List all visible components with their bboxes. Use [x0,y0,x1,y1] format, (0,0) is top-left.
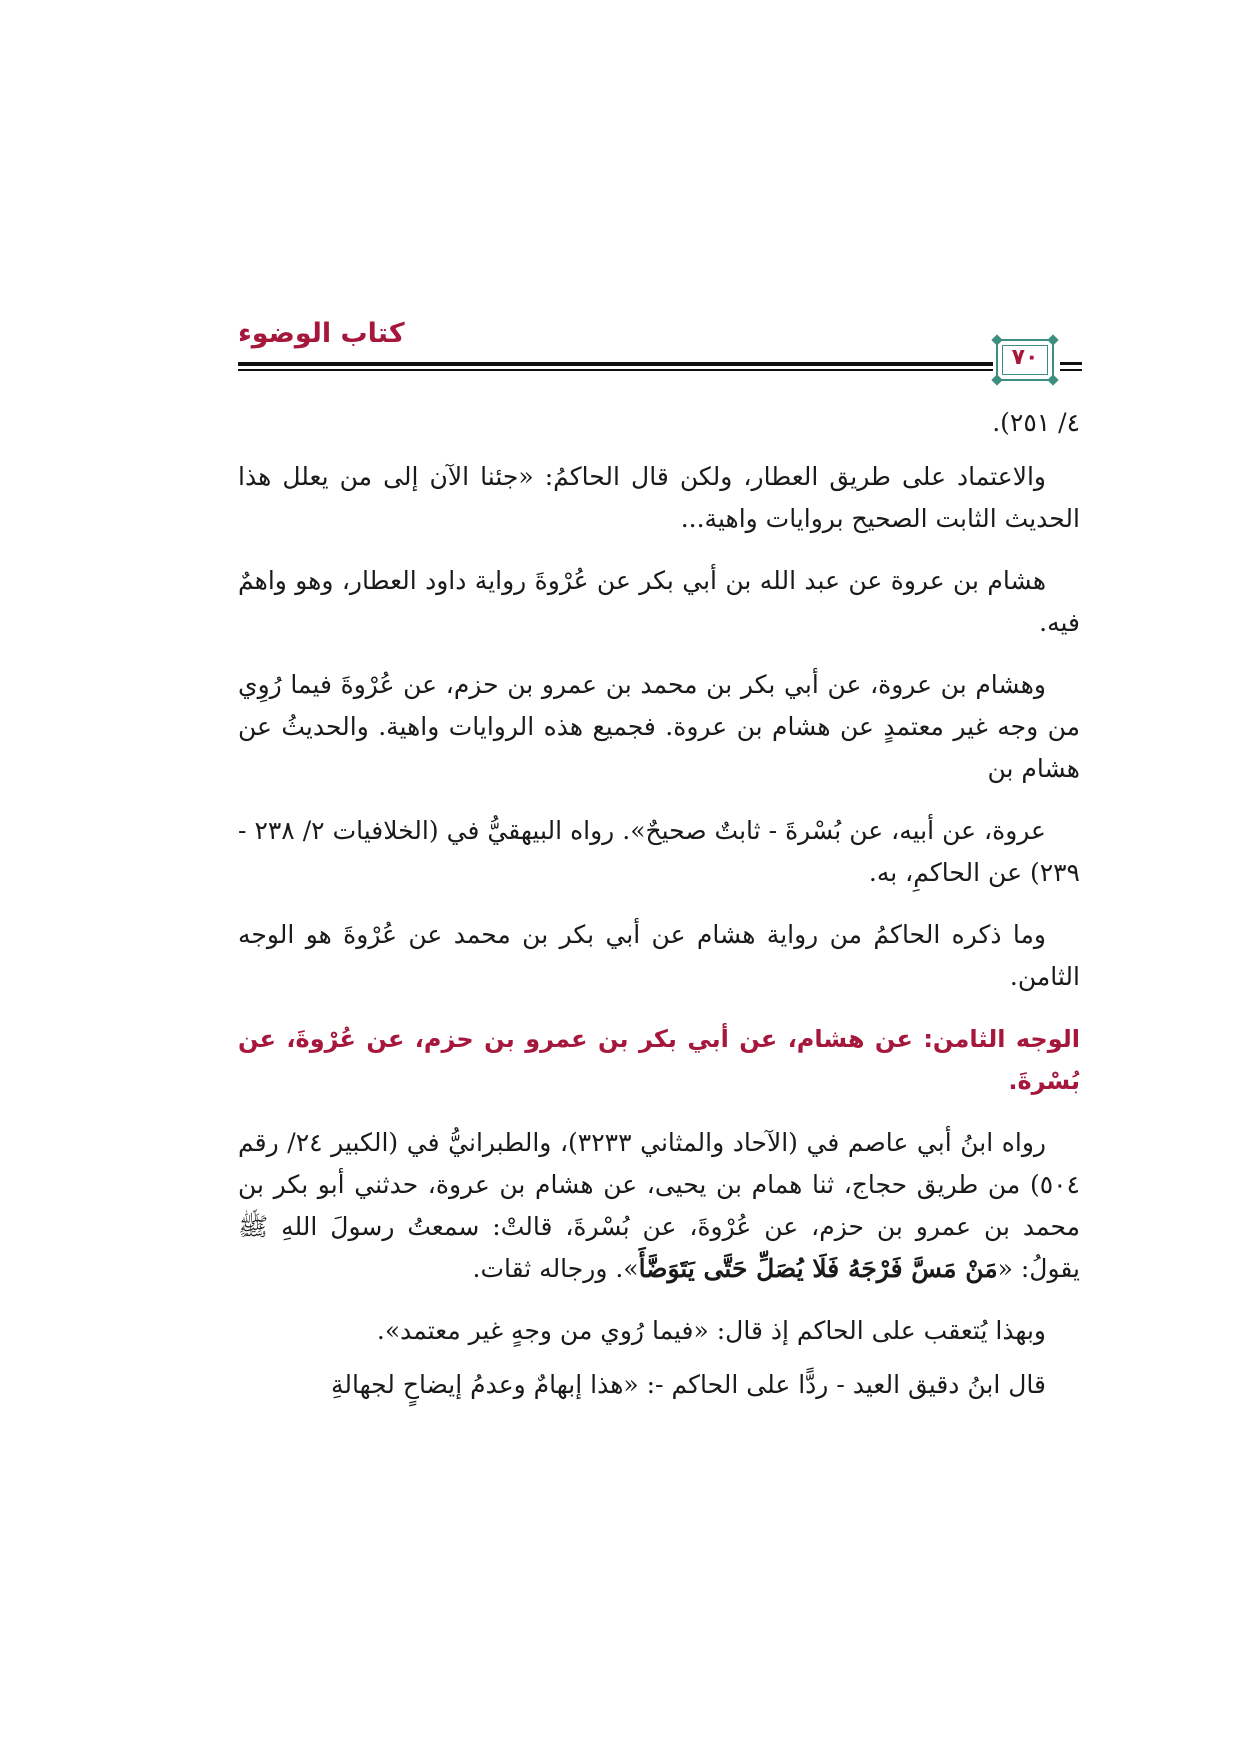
paragraph: عروة، عن أبيه، عن بُسْرةَ - ثابتٌ صحيحٌ». رواه البيهقيُّ في (الخلافيات ٢/ ٢٣٨ - ٢٣٩) عن الحاكمِ، به. [238,816,1080,887]
paragraph: وهشام بن عروة، عن أبي بكر بن محمد بن عمرو بن حزم، عن عُرْوةَ فيما رُوِي من وجه غير معتمدٍ عن هشام بن عروة. فجميع هذه الروايات واهية. والحديثُ عن هشام بن [238,670,1080,783]
section-heading: الوجه الثامن: عن هشام، عن أبي بكر بن عمرو بن حزم، عن عُرْوةَ، عن بُسْرةَ. [238,1025,1080,1095]
paragraph: هشام بن عروة عن عبد الله بن أبي بكر عن عُرْوةَ رواية داود العطار، وهو واهمٌ فيه. [238,566,1080,637]
body-text [238,402,1080,1426]
paragraph: قال ابنُ دقيق العيد - ردًّا على الحاكم -: «هذا إبهامٌ وعدمُ إيضاحٍ لجهالةِ [330,1370,1046,1399]
page-number-frame [996,339,1054,381]
paragraph-continuation: ٤/ ٢٥١). [992,408,1080,437]
header-rule-right-thin [1060,369,1082,371]
header-rule-right-thick [1060,362,1082,365]
paragraph: والاعتماد على طريق العطار، ولكن قال الحاكمُ: «جئنا الآن إلى من يعلل هذا الحديث الثابت الصحيح بروايات واهية... [238,462,1080,533]
hadith-quote: مَنْ مَسَّ فَرْجَهُ فَلَا يُصَلِّ حَتَّى يَتَوَضَّأَ [638,1254,998,1283]
page-number: ٧٠ [1011,345,1039,370]
frame-ornament-icon [1047,334,1058,345]
paragraph-text: ». ورجاله ثقات. [472,1254,639,1283]
paragraph-text: رواه ابنُ أبي عاصم في (الآحاد والمثاني ٣٢٣٣)، والطبرانيُّ في (الكبير ٢٤/ رقم ٥٠٤) من طريق حجاج، ثنا همام بن يحيى، عن هشام بن عروة، حدثني أبو بكر بن محمد بن عمرو بن حزم، عن عُرْوةَ، عن بُسْرةَ، قالتْ: سمعتُ رسولَ اللهِ ﷺ يقولُ: « [238,1128,1080,1283]
frame-ornament-icon [991,374,1002,385]
frame-ornament-icon [1047,374,1058,385]
paragraph: وما ذكره الحاكمُ من رواية هشام عن أبي بكر بن محمد عن عُرْوةَ هو الوجه الثامن. [238,920,1080,991]
header-rule-thin [238,369,993,371]
header-rule-thick [238,362,993,366]
frame-ornament-icon [991,334,1002,345]
running-header-title: كتاب الوضوء [238,318,405,349]
paragraph-with-hadith [238,1122,1080,1290]
paragraph: وبهذا يُتعقب على الحاكم إذ قال: «فيما رُوي من وجهٍ غير معتمد». [376,1316,1046,1345]
